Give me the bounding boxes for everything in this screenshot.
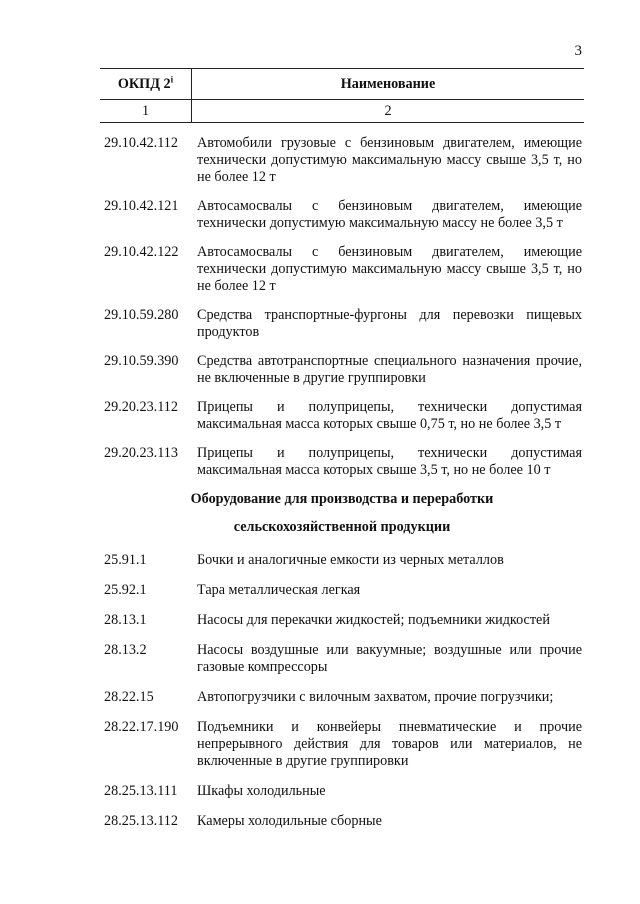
table-row bbox=[100, 198, 584, 232]
table-row bbox=[100, 552, 584, 569]
row-code: 28.22.17.190 bbox=[104, 719, 179, 735]
row-name: Средства автотранспортные специального назначения прочие, не включенные в другие группировки bbox=[197, 353, 582, 386]
row-code: 25.91.1 bbox=[104, 552, 147, 568]
row-name: Автопогрузчики с вилочным захватом, прочие погрузчики; bbox=[197, 689, 554, 705]
table-row bbox=[100, 689, 584, 706]
row-name: Автосамосвалы с бензиновым двигателем, имеющие технически допустимую максимальную массу не более 3,5 т bbox=[197, 198, 582, 231]
row-code: 28.13.1 bbox=[104, 612, 147, 628]
row-code: 29.10.42.112 bbox=[104, 135, 178, 151]
row-code: 29.10.42.121 bbox=[104, 198, 179, 214]
row-name: Автосамосвалы с бензиновым двигателем, имеющие технически допустимую максимальную массу свыше 3,5 т, но не более 12 т bbox=[197, 244, 582, 294]
equipment-rows bbox=[100, 552, 584, 830]
row-name: Тара металлическая легкая bbox=[197, 582, 361, 598]
table-row bbox=[100, 719, 584, 770]
row-code: 29.10.59.390 bbox=[104, 353, 179, 369]
table-row bbox=[100, 135, 584, 186]
table-row bbox=[100, 307, 584, 341]
table-row bbox=[100, 612, 584, 629]
row-name: Камеры холодильные сборные bbox=[197, 813, 382, 829]
row-name: Прицепы и полуприцепы, технически допустимая максимальная масса которых свыше 0,75 т, но не более 3,5 т bbox=[197, 399, 582, 432]
table-row bbox=[100, 445, 584, 479]
row-code: 28.13.2 bbox=[104, 642, 147, 658]
table-row bbox=[100, 353, 584, 387]
row-code: 28.22.15 bbox=[104, 689, 154, 705]
column-numbers bbox=[100, 100, 584, 123]
footnote-marker: i bbox=[170, 74, 174, 85]
row-name: Насосы для перекачки жидкостей; подъемники жидкостей bbox=[197, 612, 550, 628]
row-code: 28.25.13.111 bbox=[104, 783, 178, 799]
row-code: 29.10.42.122 bbox=[104, 244, 179, 260]
header-name: Наименование bbox=[340, 76, 436, 92]
header-okpd bbox=[100, 69, 192, 99]
okpd-table bbox=[100, 68, 584, 843]
row-name: Шкафы холодильные bbox=[197, 783, 326, 799]
row-name: Прицепы и полуприцепы, технически допустимая максимальная масса которых свыше 3,5 т, но не более 10 т bbox=[197, 445, 582, 478]
table-row bbox=[100, 582, 584, 599]
row-name: Подъемники и конвейеры пневматические и прочие непрерывного действия для товаров или материалов, не включенные в другие группировки bbox=[197, 719, 582, 769]
table-row bbox=[100, 642, 584, 676]
row-code: 28.25.13.112 bbox=[104, 813, 178, 829]
row-name: Средства транспортные-фургоны для перевозки пищевых продуктов bbox=[197, 307, 582, 340]
row-code: 29.20.23.113 bbox=[104, 445, 178, 461]
section-heading-line2: сельскохозяйственной продукции bbox=[233, 519, 451, 535]
row-code: 29.10.59.280 bbox=[104, 307, 179, 323]
table-row bbox=[100, 783, 584, 800]
page-number: 3 bbox=[574, 43, 582, 59]
row-code: 25.92.1 bbox=[104, 582, 147, 598]
section-heading bbox=[100, 491, 584, 536]
vehicle-rows bbox=[100, 123, 584, 479]
header-okpd-label: ОКПД 2 bbox=[117, 76, 171, 92]
column-number-2: 2 bbox=[384, 103, 392, 119]
section-heading-line1: Оборудование для производства и переработки bbox=[190, 491, 494, 507]
row-name: Насосы воздушные или вакуумные; воздушные или прочие газовые компрессоры bbox=[197, 642, 582, 675]
column-number-1: 1 bbox=[100, 100, 192, 122]
table-row bbox=[100, 244, 584, 295]
row-code: 29.20.23.112 bbox=[104, 399, 178, 415]
row-name: Автомобили грузовые с бензиновым двигателем, имеющие технически допустимую максимальную массу свыше 3,5 т, но не более 12 т bbox=[197, 135, 582, 185]
table-row bbox=[100, 813, 584, 830]
table-header bbox=[100, 68, 584, 100]
table-row bbox=[100, 399, 584, 433]
row-name: Бочки и аналогичные емкости из черных металлов bbox=[197, 552, 504, 568]
